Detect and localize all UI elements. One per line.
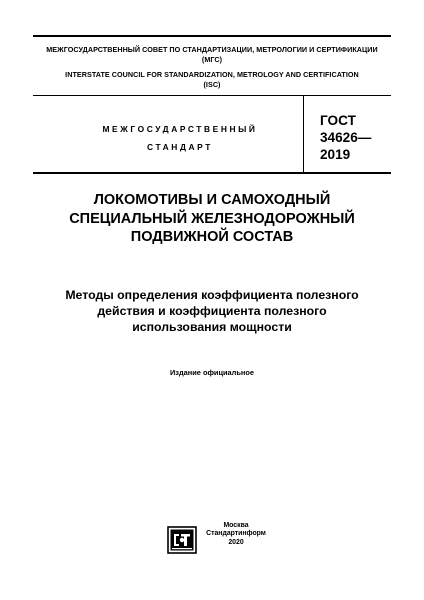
standard-type-line2: СТАНДАРТ [147, 142, 213, 152]
document-title-line1: ЛОКОМОТИВЫ И САМОХОДНЫЙ [93, 192, 331, 208]
document-subtitle [40, 287, 384, 336]
council-abbr-en: (ISC) [203, 79, 221, 89]
council-name-en-line1: INTERSTATE COUNCIL FOR STANDARDIZATION, METROLOGY AND CERTIFICATION [65, 70, 359, 79]
document-subtitle-line1: Методы определения коэффициента полезного [65, 288, 359, 302]
document-title-line2: СПЕЦИАЛЬНЫЙ ЖЕЛЕЗНОДОРОЖНЫЙ [69, 210, 355, 227]
council-abbr-ru: (МГС) [201, 54, 223, 64]
standard-type-label [80, 120, 280, 156]
publisher-imprint [160, 522, 275, 556]
council-name-en [40, 70, 384, 89]
document-title-line3: ПОДВИЖНОЙ СОСТАВ [130, 229, 294, 245]
council-name-ru [40, 45, 384, 64]
document-subtitle-line3: использования мощности [132, 320, 292, 335]
standard-designation [320, 112, 390, 163]
title-top-rule [33, 172, 391, 174]
publisher-name: Стандартинформ [206, 530, 266, 538]
designation-year: 2019 [320, 147, 351, 162]
designation-prefix: ГОСТ [320, 113, 356, 128]
standartinform-logo-icon [167, 526, 197, 554]
top-rule [33, 35, 391, 37]
document-title [40, 191, 384, 247]
designation-divider [303, 96, 304, 172]
publisher-text [198, 522, 274, 547]
edition-label: Издание официальное [169, 368, 254, 377]
council-name-ru-line1: МЕЖГОСУДАРСТВЕННЫЙ СОВЕТ ПО СТАНДАРТИЗАЦИИ, МЕТРОЛОГИИ И СЕРТИФИКАЦИИ [46, 45, 378, 54]
designation-number: 34626— [320, 130, 372, 145]
publisher-city: Москва [223, 522, 249, 529]
standard-type-line1: МЕЖГОСУДАРСТВЕННЫЙ [102, 124, 258, 134]
document-subtitle-line2: действия и коэффициента полезного [97, 304, 327, 319]
header-bottom-rule [33, 95, 391, 96]
publisher-year: 2020 [228, 538, 244, 546]
